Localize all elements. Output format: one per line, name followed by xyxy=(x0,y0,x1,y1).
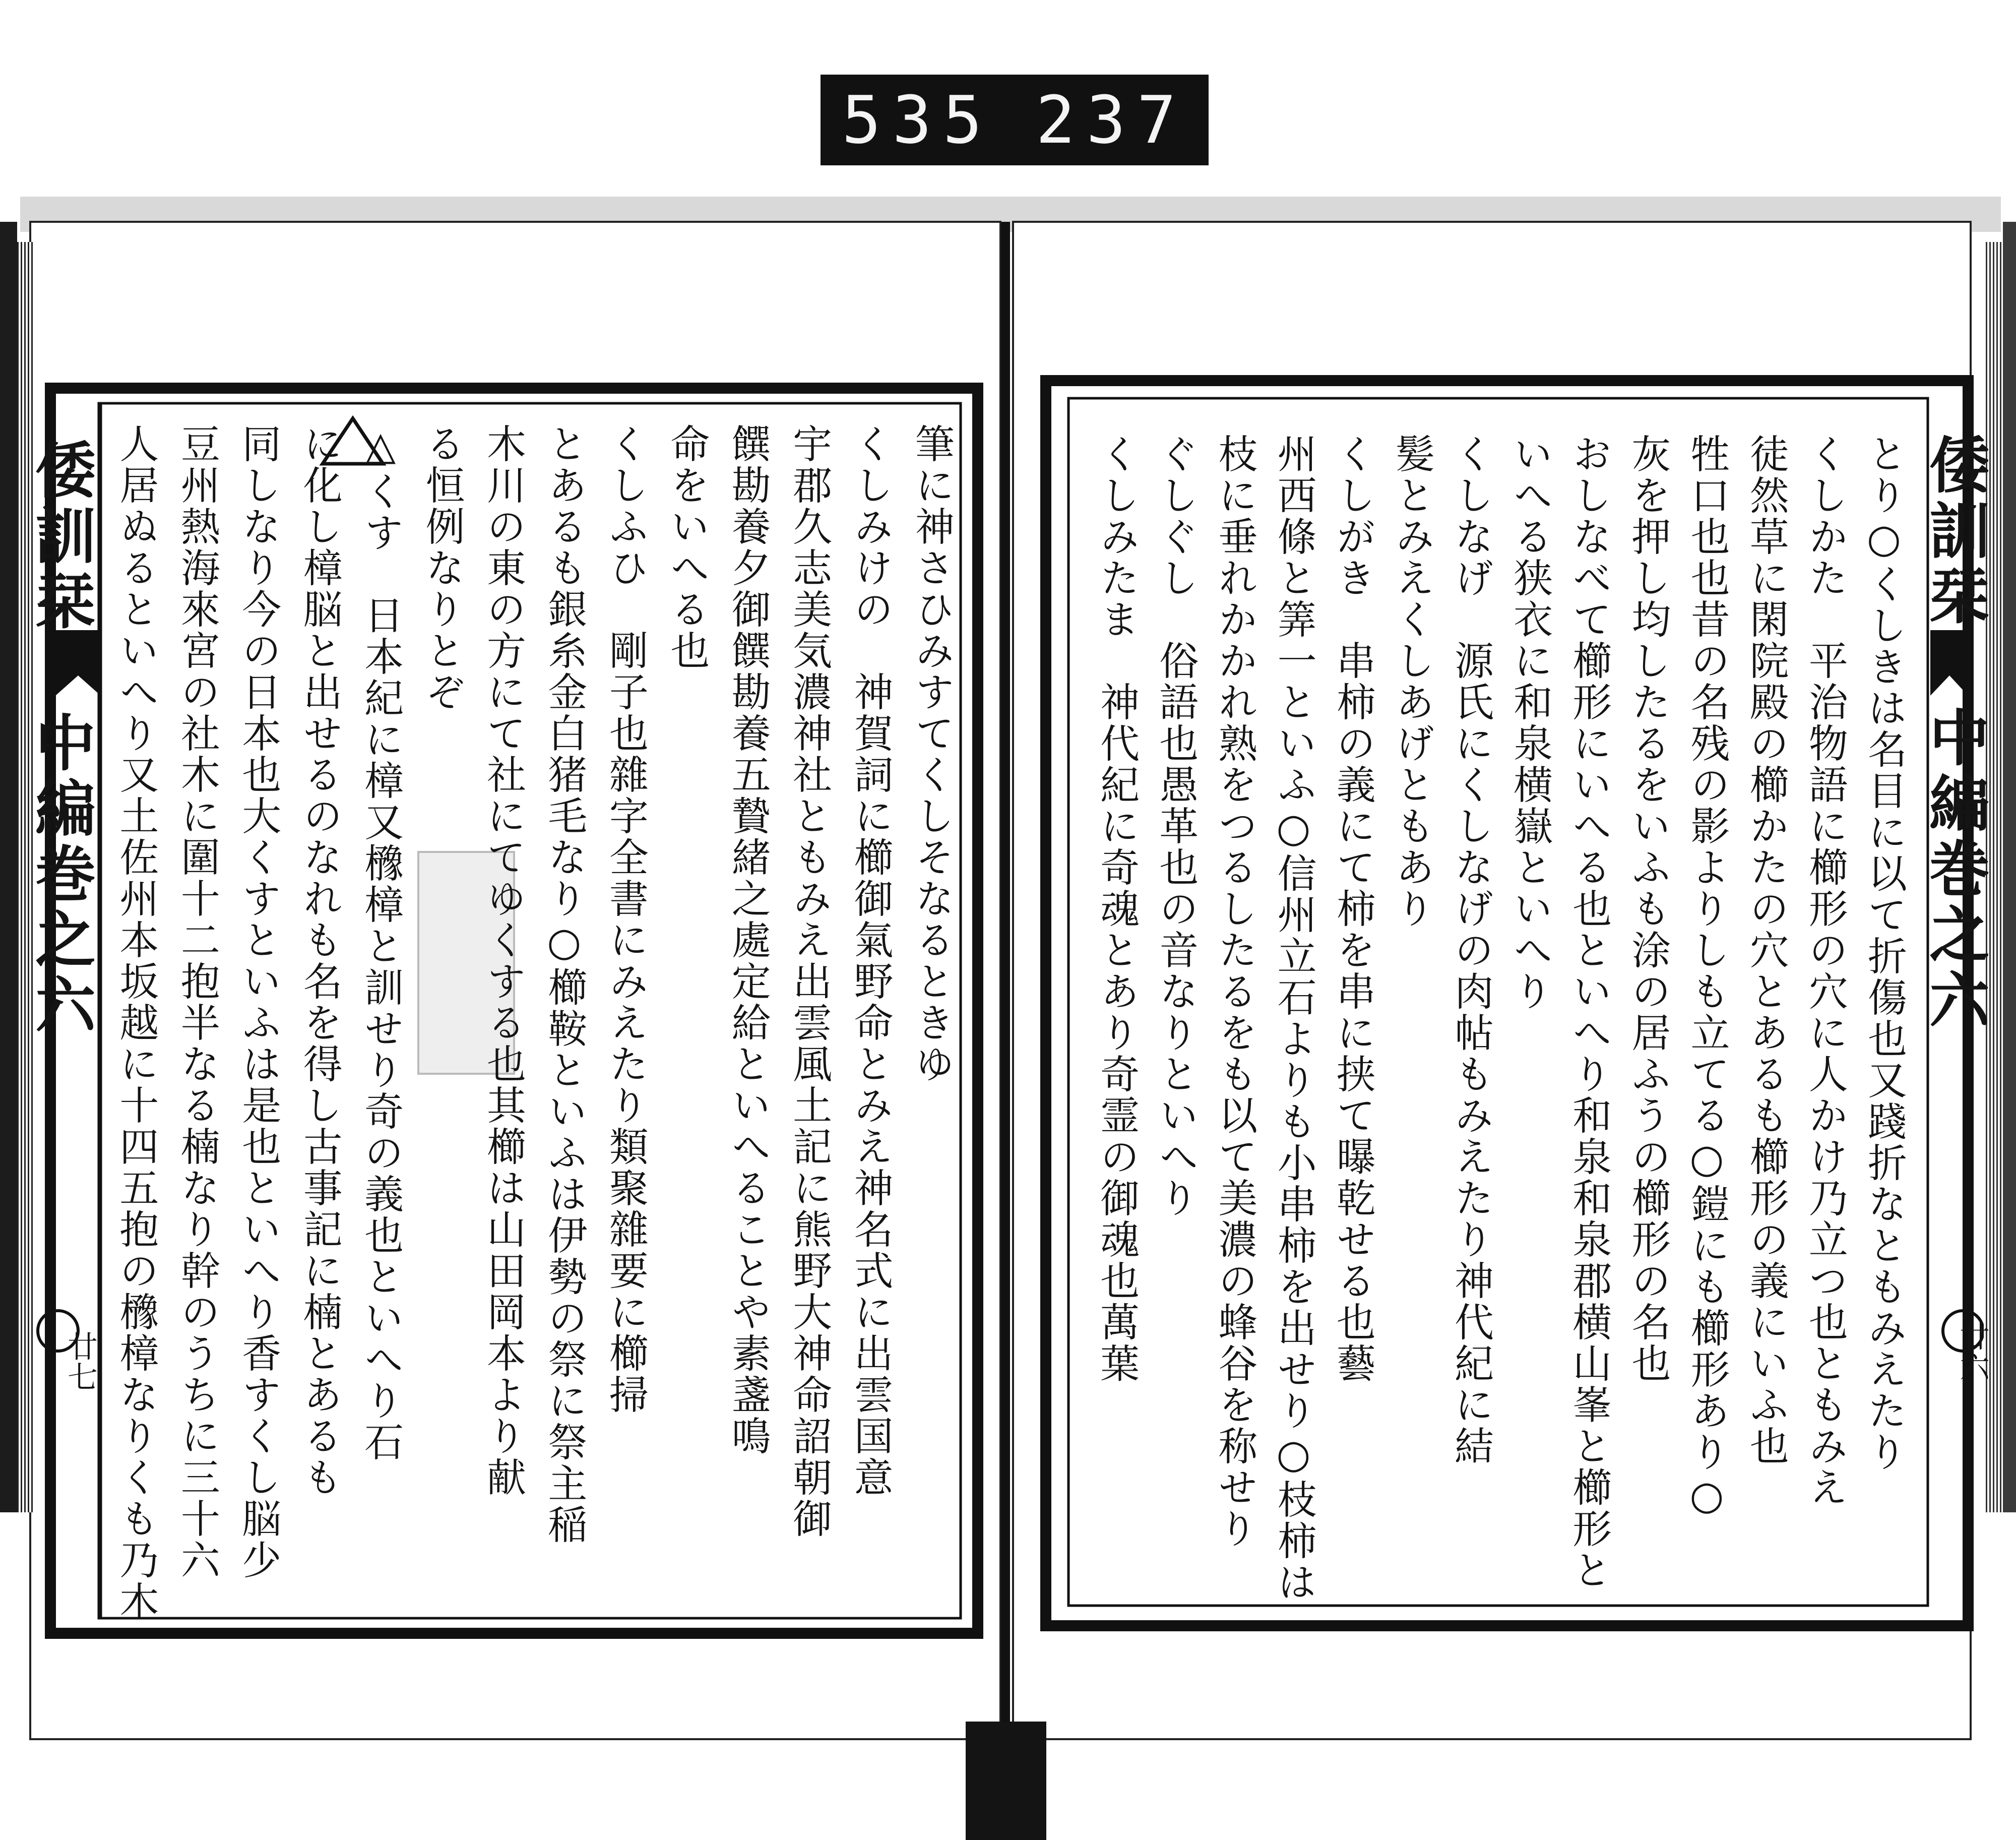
text-column: くしみたま 神代紀に奇魂とあり奇霊の御魂也萬葉 xyxy=(1094,434,1140,1384)
text-column: ぐしぐし 俗語也愚革也の音なりといへり xyxy=(1153,434,1199,1219)
text-column: 牲口也也昔の名残の影よりしも立てる○鎧にも櫛形あり○ xyxy=(1684,434,1730,1520)
text-column: 命をいへる也 xyxy=(664,423,710,671)
text-column: くしみけの 神賀詞に櫛御氣野命とみえ神名式に出雲国意 xyxy=(847,423,893,1498)
text-column: 木川の東の方にて社にてゆくする也其櫛は山田岡本より献 xyxy=(480,423,526,1498)
text-column: に化し樟脳と出せるのなれも名を得し古事記に楠とあるも xyxy=(296,423,342,1498)
center-gutter xyxy=(1001,222,1010,1739)
text-column: 筆に神さひみすてくしそなるときゆ xyxy=(908,423,954,1085)
text-column: 人居ぬるといへり又土佐州本坂越に十四五抱の櫲樟なりくも乃木 xyxy=(113,423,159,1622)
text-column: くしなげ 源氏にくしなげの肉帖もみえたり神代紀に結 xyxy=(1447,434,1493,1467)
left-page-text xyxy=(101,423,958,1622)
text-column: 枝に垂れかかれ熟をつるしたるをも以て美濃の蜂谷を称せり xyxy=(1212,434,1257,1550)
text-column: 州西條と筭一といふ○信州立石よりも小串柿を出せり○枝柿は xyxy=(1271,434,1316,1603)
text-column: △くす 日本紀に樟又櫲樟と訓せり奇の義也といへり石 xyxy=(358,423,404,1463)
text-column: 饌勘養夕御饌勘養五贄緒之處定給といへることや素盞鳴 xyxy=(725,423,771,1457)
text-column: 髪とみえくしあげともあり xyxy=(1389,434,1434,930)
left-side-header: 倭訓栞 中編巻之六 xyxy=(25,439,96,1039)
text-column: 豆州熱海來宮の社木に圍十二抱半なる楠なり幹のうちに三十六 xyxy=(174,423,220,1581)
text-column: 灰を押し均したるをいふも涂の居ふうの櫛形の名也 xyxy=(1625,434,1671,1384)
text-column: くしふひ 剛子也雜字全書にみえたり類聚雜要に櫛掃 xyxy=(602,423,648,1416)
text-column: くしかた 平治物語に櫛形の穴に人かけ乃立つ也ともみえ xyxy=(1802,434,1848,1508)
text-column: 同しなり今の日本也大くすといふは是也といへり香すくし脳少 xyxy=(235,423,281,1581)
text-column: 徒然草に閑院殿の櫛かたの穴とあるも櫛形の義にいふ也 xyxy=(1743,434,1789,1467)
right-folio-number: 廿六 xyxy=(1955,1321,1990,1381)
text-column: おしなべて櫛形にいへる也といへり和泉和泉郡横山峯と櫛形と xyxy=(1566,434,1612,1591)
text-column: いへる狭衣に和泉横嶽といへり xyxy=(1507,434,1553,1012)
text-column: くしがき 串柿の義にて柿を串に挟て曝乾せる也藝 xyxy=(1330,434,1375,1384)
right-side-header: 倭訓栞 中編巻之六 xyxy=(1919,434,1990,1034)
right-binding-edge xyxy=(2003,222,2016,1512)
frame-number-right: 237 xyxy=(1036,82,1187,158)
text-column: とあるも銀糸金白猪毛なり○櫛鞍といふは伊勢の祭に祭主稲 xyxy=(541,423,587,1546)
text-column: とり○くしきは名目に以て折傷也又踐折なともみえたり xyxy=(1861,434,1907,1473)
right-page-text xyxy=(1084,434,1910,1603)
text-column: 宇郡久志美気濃神社ともみえ出雲風土記に熊野大神命詔朝御 xyxy=(786,423,832,1540)
left-binding-edge xyxy=(0,222,17,1512)
gutter-shadow xyxy=(966,1722,1046,1840)
frame-number-left: 535 xyxy=(842,82,993,158)
frame-number-label xyxy=(821,75,1209,165)
text-column: る恒例なりとぞ xyxy=(419,423,465,713)
left-folio-number: 廿七 xyxy=(62,1331,98,1391)
